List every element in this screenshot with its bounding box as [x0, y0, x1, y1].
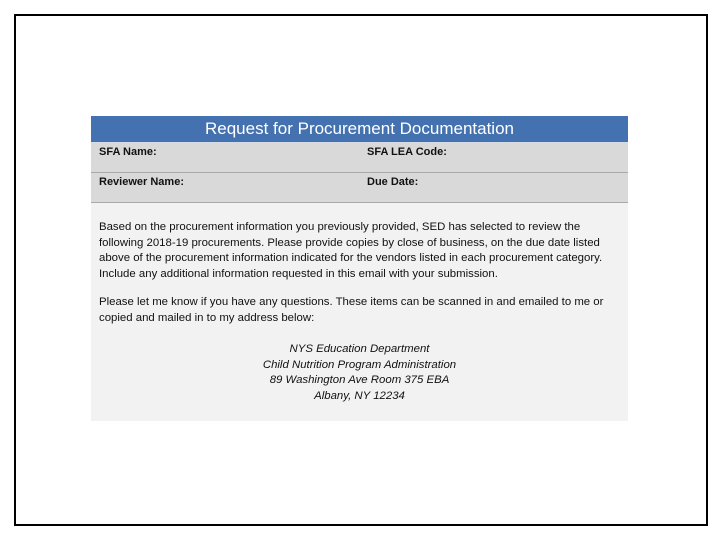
sfa-name-label: SFA Name: [99, 146, 157, 158]
sfa-lea-code-label: SFA LEA Code: [367, 146, 447, 158]
mailing-address [91, 342, 628, 404]
reviewer-info-row [91, 173, 628, 203]
address-line-2: Child Nutrition Program Administration [262, 358, 457, 371]
form-title: Request for Procurement Documentation [91, 116, 628, 143]
instructions-paragraph-1: Based on the procurement information you previously provided, SED has selected to review the following 2018-19 procurements. Please provide copies by close of business, on the due date listed above of the procurement information indicated for the vendors listed in each procurement category. Include any additional information requested in this email with your submission. [99, 221, 603, 280]
reviewer-name-label: Reviewer Name: [99, 176, 184, 188]
procurement-request-form [91, 116, 628, 421]
instructions-paragraph-2: Please let me know if you have any questions. These items can be scanned in and emailed to me or copied and mailed in to my address below: [99, 296, 604, 324]
address-line-3: 89 Washington Ave Room 375 EBA [269, 374, 450, 387]
due-date-label: Due Date: [367, 176, 419, 188]
instructions-text [99, 220, 624, 340]
address-line-1: NYS Education Department [289, 343, 430, 355]
sfa-info-row [91, 143, 628, 173]
address-line-4: Albany, NY 12234 [314, 389, 405, 402]
